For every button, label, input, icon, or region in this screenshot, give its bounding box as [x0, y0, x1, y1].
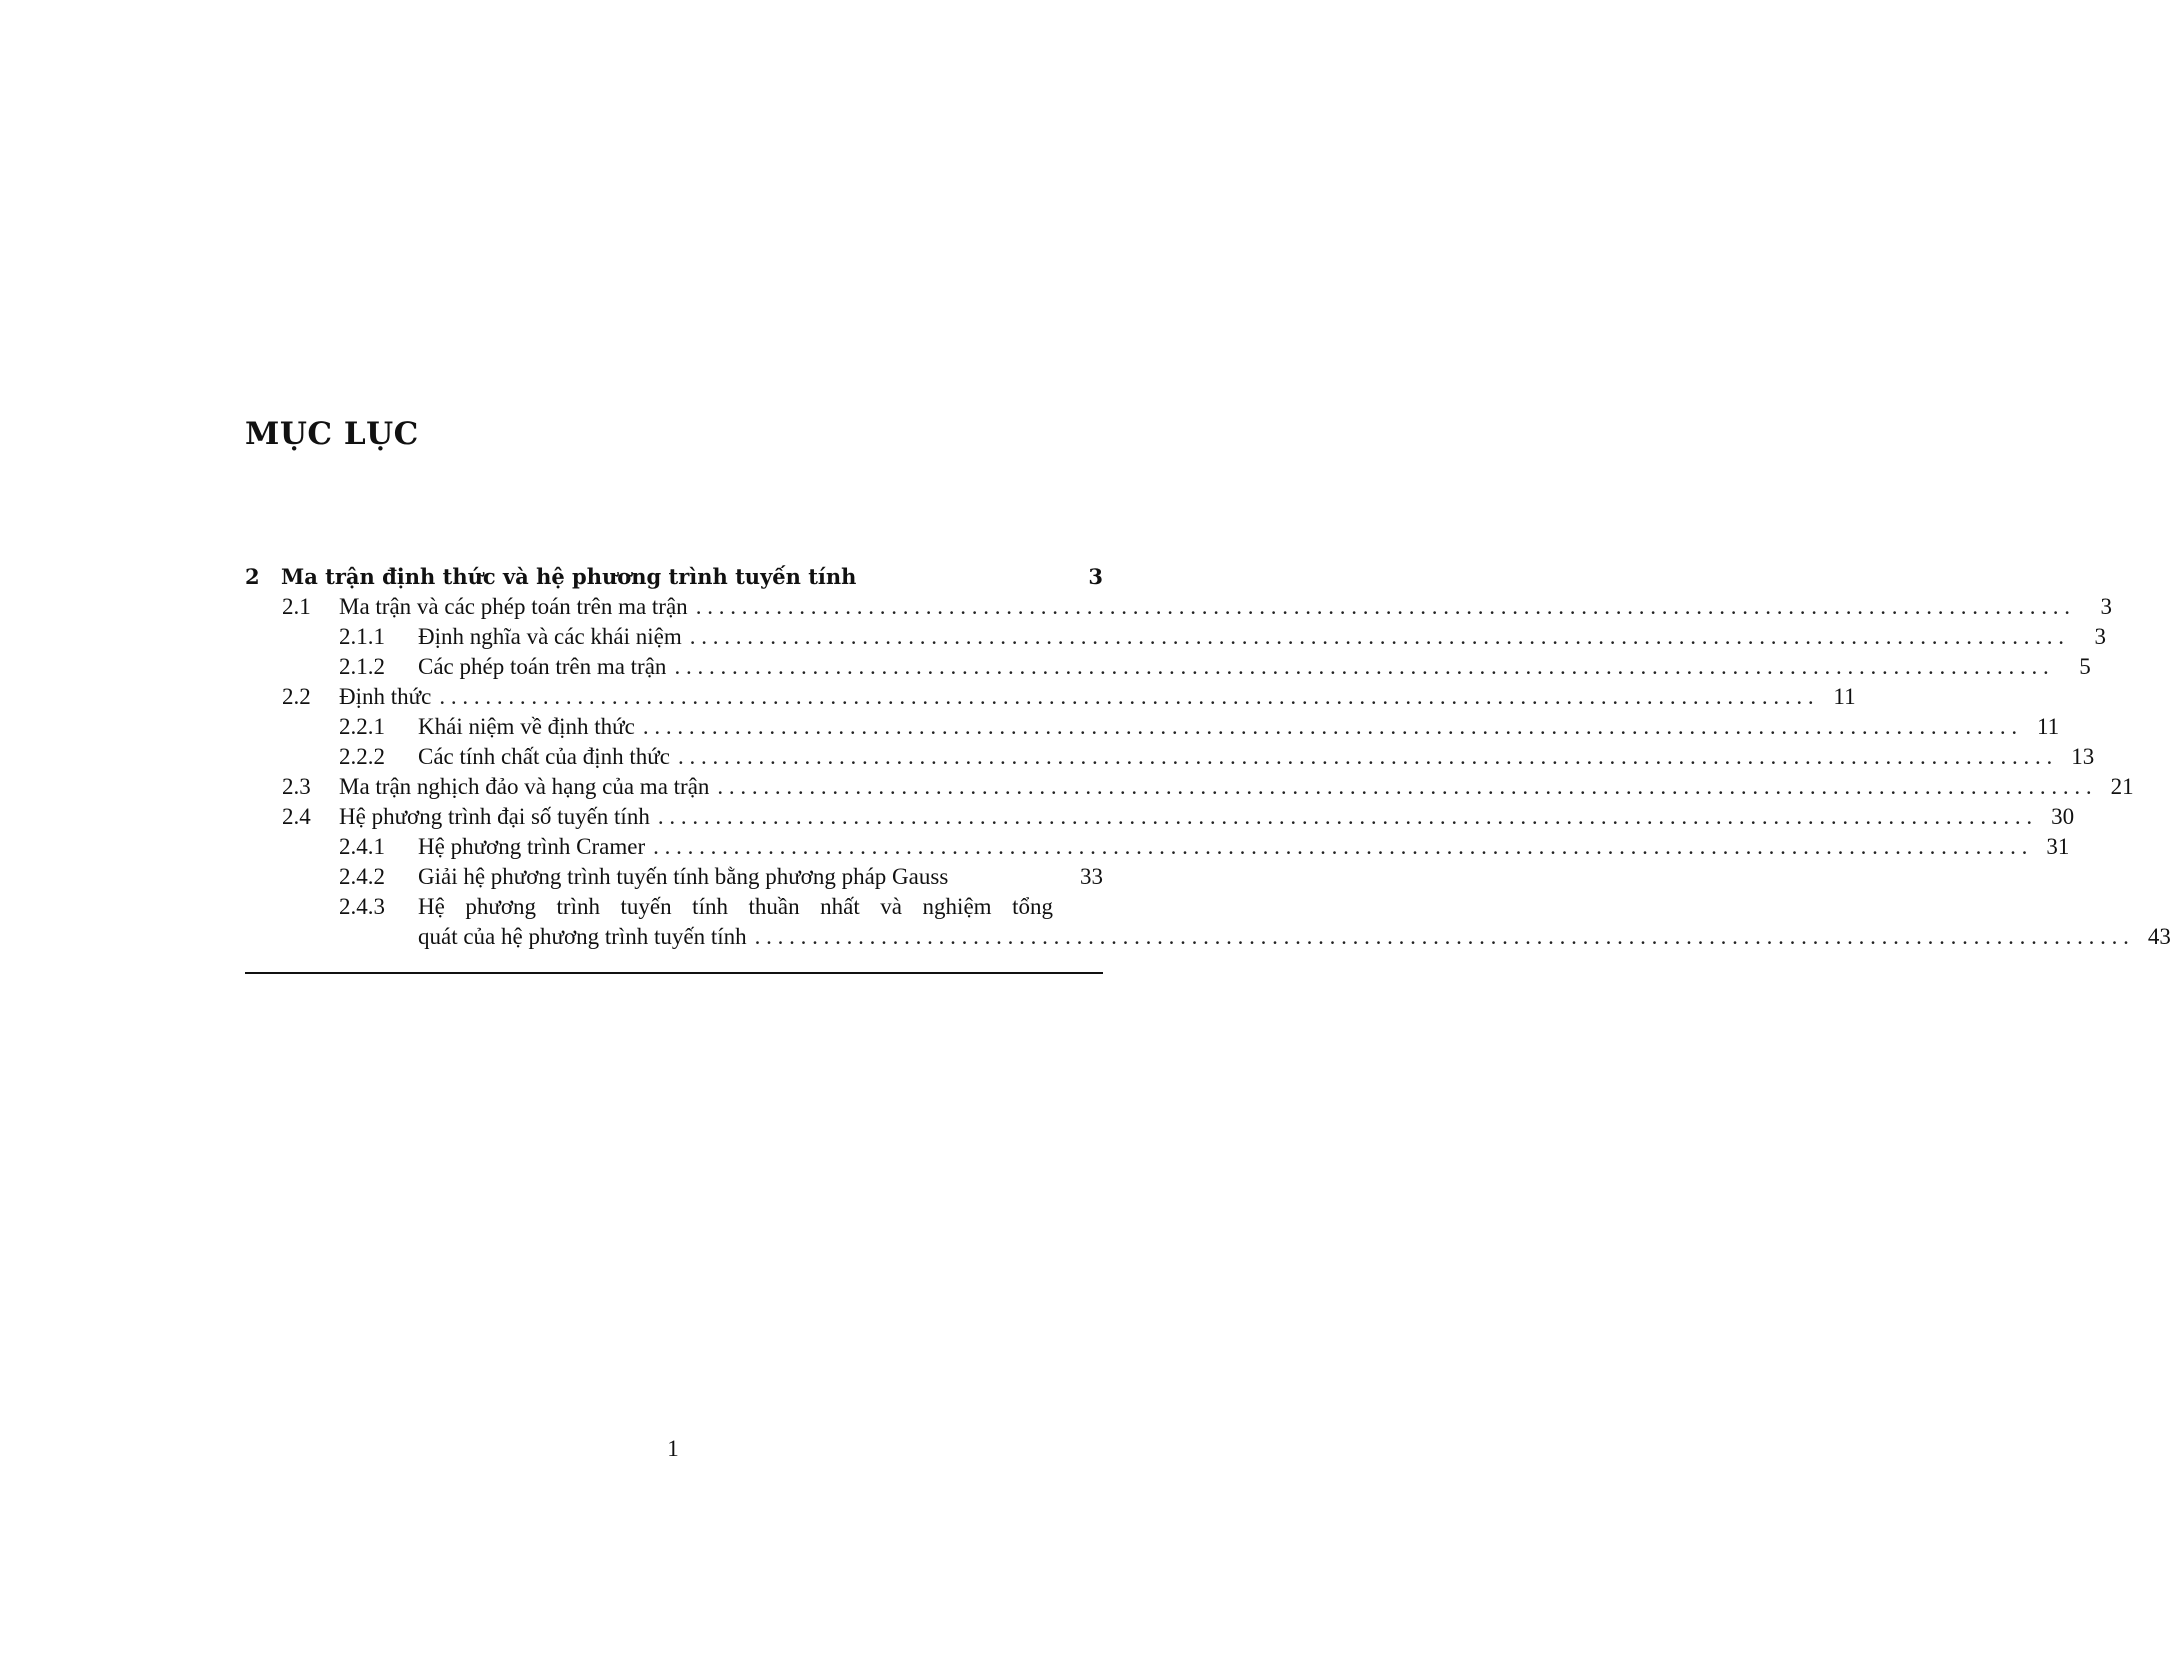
- page-number: 1: [667, 1436, 679, 1461]
- toc-page: 11: [2036, 714, 2060, 739]
- toc-title: Các tính chất của định thức: [418, 744, 670, 769]
- table-of-contents: [245, 562, 2171, 952]
- horizontal-rule: [245, 972, 1103, 974]
- toc-title: Hệ phương trình Cramer: [418, 834, 646, 859]
- toc-entry-2-2[interactable]: [245, 682, 1856, 712]
- toc-page: 3: [1088, 564, 1103, 589]
- toc-page: 3: [2100, 594, 2112, 619]
- toc-title: Ma trận định thức và hệ phương trình tuyến tính: [281, 564, 857, 589]
- toc-entry-2-4[interactable]: [245, 802, 2075, 832]
- toc-chapter-2[interactable]: [245, 562, 1103, 592]
- page-title: MỤC LỤC: [245, 416, 419, 452]
- toc-number: 2.2: [282, 684, 311, 709]
- toc-title-line-2: quát của hệ phương trình tuyến tính: [418, 924, 747, 949]
- toc-entry-2-4-3[interactable]: [245, 892, 2171, 952]
- toc-number: 2: [245, 564, 260, 589]
- toc-entry-2-2-1[interactable]: [245, 712, 2060, 742]
- toc-title: Khái niệm về định thức: [418, 714, 635, 739]
- toc-page: 11: [1833, 684, 1856, 709]
- toc-page: 5: [2079, 654, 2091, 679]
- toc-page: 43: [2147, 924, 2171, 949]
- toc-entry-2-4-1[interactable]: [245, 832, 2070, 862]
- toc-entry-2-1-2[interactable]: [245, 652, 2091, 682]
- toc-entry-2-1-1[interactable]: [245, 622, 2107, 652]
- toc-dot-leader: . . . . . . . . . . . . . . . . . . . . . . . . . . . . . . . . . . . . . . . . . . . . . . . . . . . . . . . . . . . . . . . . . . . . . . . . . . . . . . . . . . . . . . . . . . . . . . . . . . . . . . . . . . . . . . . . . . . . . . . .: [717, 774, 2092, 799]
- toc-title: Ma trận nghịch đảo và hạng của ma trận: [339, 774, 710, 799]
- toc-title: Giải hệ phương trình tuyến tính bằng phương pháp Gauss: [418, 864, 949, 889]
- toc-dot-leader: . . . . . . . . . . . . . . . . . . . . . . . . . . . . . . . . . . . . . . . . . . . . . . . . . . . . . . . . . . . . . . . . . . . . . . . . . . . . . . . . . . . . . . . . . . . . . . . . . . . . . . . . . . . . . . . . . . . . . . . .: [439, 684, 1814, 709]
- toc-title-line-1: Hệ phương trình tuyến tính thuần nhất và nghiệm tổng: [418, 894, 1053, 919]
- toc-dot-leader: . . . . . . . . . . . . . . . . . . . . . . . . . . . . . . . . . . . . . . . . . . . . . . . . . . . . . . . . . . . . . . . . . . . . . . . . . . . . . . . . . . . . . . . . . . . . . . . . . . . . . . . . . . . . . . . . . . . . . . . .: [674, 654, 2049, 679]
- toc-number: 2.4: [282, 804, 311, 829]
- toc-title: Định thức: [339, 684, 432, 709]
- toc-dot-leader: . . . . . . . . . . . . . . . . . . . . . . . . . . . . . . . . . . . . . . . . . . . . . . . . . . . . . . . . . . . . . . . . . . . . . . . . . . . . . . . . . . . . . . . . . . . . . . . . . . . . . . . . . . . . . . . . . . . . . . . .: [677, 744, 2053, 769]
- toc-title: Hệ phương trình đại số tuyến tính: [339, 804, 650, 829]
- toc-dot-leader: . . . . . . . . . . . . . . . . . . . . . . . . . . . . . . . . . . . . . . . . . . . . . . . . . . . . . . . . . . . . . . . . . . . . . . . . . . . . . . . . . . . . . . . . . . . . . . . . . . . . . . . . . . . . . . . . . . . . . . . .: [657, 804, 2033, 829]
- toc-entry-2-3[interactable]: [245, 772, 2134, 802]
- toc-page: 21: [2110, 774, 2134, 799]
- toc-number: 2.3: [282, 774, 311, 799]
- toc-number: 2.1.1: [339, 624, 385, 649]
- toc-number: 2.2.1: [339, 714, 385, 739]
- toc-entry-2-1[interactable]: [245, 592, 2112, 622]
- toc-dot-leader: . . . . . . . . . . . . . . . . . . . . . . . . . . . . . . . . . . . . . . . . . . . . . . . . . . . . . . . . . . . . . . . . . . . . . . . . . . . . . . . . . . . . . . . . . . . . . . . . . . . . . . . . . . . . . . . . . . . . . . . .: [653, 834, 2028, 859]
- toc-page: 3: [2094, 624, 2107, 649]
- toc-entry-2-2-2[interactable]: [245, 742, 2095, 772]
- toc-page: 13: [2071, 744, 2095, 769]
- toc-title: Định nghĩa và các khái niệm: [418, 624, 682, 649]
- toc-title: Ma trận và các phép toán trên ma trận: [339, 594, 688, 619]
- toc-entry-2-4-2[interactable]: [245, 862, 1103, 892]
- toc-dot-leader: . . . . . . . . . . . . . . . . . . . . . . . . . . . . . . . . . . . . . . . . . . . . . . . . . . . . . . . . . . . . . . . . . . . . . . . . . . . . . . . . . . . . . . . . . . . . . . . . . . . . . . . . . . . . . . . . . . . . . . . .: [642, 714, 2018, 739]
- toc-number: 2.4.3: [339, 894, 385, 919]
- toc-number: 2.2.2: [339, 744, 385, 769]
- toc-number: 2.4.2: [339, 864, 385, 889]
- toc-dot-leader: . . . . . . . . . . . . . . . . . . . . . . . . . . . . . . . . . . . . . . . . . . . . . . . . . . . . . . . . . . . . . . . . . . . . . . . . . . . . . . . . . . . . . . . . . . . . . . . . . . . . . . . . . . . . . . . . . . . . . . . .: [689, 624, 2065, 649]
- toc-page: 33: [1080, 864, 1103, 889]
- toc-page: 30: [2051, 804, 2075, 829]
- toc-dot-leader: . . . . . . . . . . . . . . . . . . . . . . . . . . . . . . . . . . . . . . . . . . . . . . . . . . . . . . . . . . . . . . . . . . . . . . . . . . . . . . . . . . . . . . . . . . . . . . . . . . . . . . . . . . . . . . . . . . . . . . . .: [754, 924, 2129, 949]
- toc-number: 2.4.1: [339, 834, 385, 859]
- toc-page: 31: [2046, 834, 2070, 859]
- toc-number: 2.1.2: [339, 654, 385, 679]
- toc-dot-leader: . . . . . . . . . . . . . . . . . . . . . . . . . . . . . . . . . . . . . . . . . . . . . . . . . . . . . . . . . . . . . . . . . . . . . . . . . . . . . . . . . . . . . . . . . . . . . . . . . . . . . . . . . . . . . . . . . . . . . . . .: [695, 594, 2070, 619]
- toc-number: 2.1: [282, 594, 311, 619]
- toc-title: Các phép toán trên ma trận: [418, 654, 667, 679]
